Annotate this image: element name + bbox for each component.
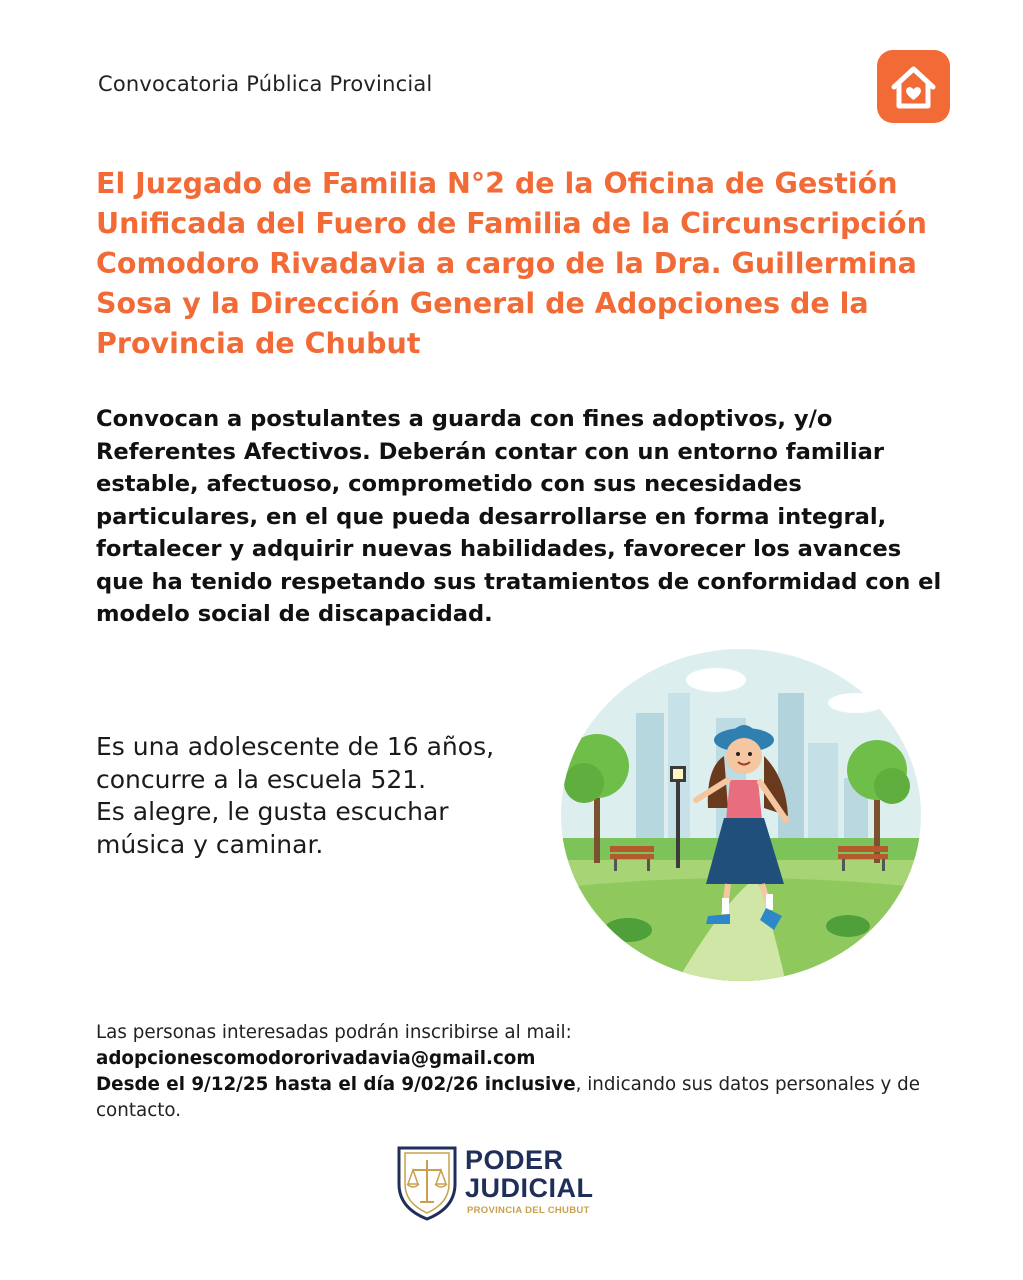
footer-instructions bbox=[96, 1020, 956, 1124]
logo-subtitle: PROVINCIA DEL CHUBUT bbox=[467, 1205, 590, 1216]
footer-dates-paragraph bbox=[96, 1072, 956, 1124]
footer-intro: Las personas interesadas podrán inscribirse al mail: bbox=[96, 1022, 572, 1043]
profile-line: concurre a la escuela 521. bbox=[96, 764, 427, 794]
girl-in-park-illustration bbox=[556, 648, 926, 983]
contact-email[interactable]: adopcionescomodororivadavia@gmail.com bbox=[96, 1048, 536, 1069]
profile-line: Es alegre, le gusta escuchar bbox=[96, 797, 449, 826]
logo-line-2: JUDICIAL bbox=[465, 1173, 594, 1203]
profile-description bbox=[96, 731, 566, 861]
logo-line-1: PODER bbox=[465, 1145, 564, 1175]
intro-paragraph: Convocan a postulantes a guarda con fines adoptivos, y/o Referentes Afectivos. Deberán contar con un entorno familiar estable, afectuoso, comprometido con sus necesidades particulares, en el que pueda desarrollarse en forma integral, fortalecer y adquirir nuevas habilidades, favorecer los avances que ha tenido respetando sus tratamientos de conformidad con el modelo social de discapacidad. bbox=[96, 406, 942, 627]
justice-shield-icon bbox=[395, 1142, 459, 1222]
profile-line: Es una adolescente de 16 años, bbox=[96, 732, 495, 761]
registration-dates: Desde el 9/12/25 hasta el día 9/02/26 inclusive bbox=[96, 1074, 576, 1095]
headline: El Juzgado de Familia N°2 de la Oficina de Gestión Unificada del Fuero de Familia de la Circunscripción Comodoro Rivadavia a cargo de la Dra. Guillermina Sosa y la Dirección General de Adopciones de la Provincia de Chubut bbox=[96, 167, 927, 360]
home-heart-icon bbox=[877, 50, 950, 123]
footer-dates-rest: , indicando sus datos personales y de contacto. bbox=[96, 1074, 920, 1121]
header-label: Convocatoria Pública Provincial bbox=[98, 72, 433, 96]
profile-line: música y caminar. bbox=[96, 829, 324, 859]
poder-judicial-logo bbox=[395, 1142, 610, 1222]
logo-title bbox=[465, 1146, 594, 1202]
